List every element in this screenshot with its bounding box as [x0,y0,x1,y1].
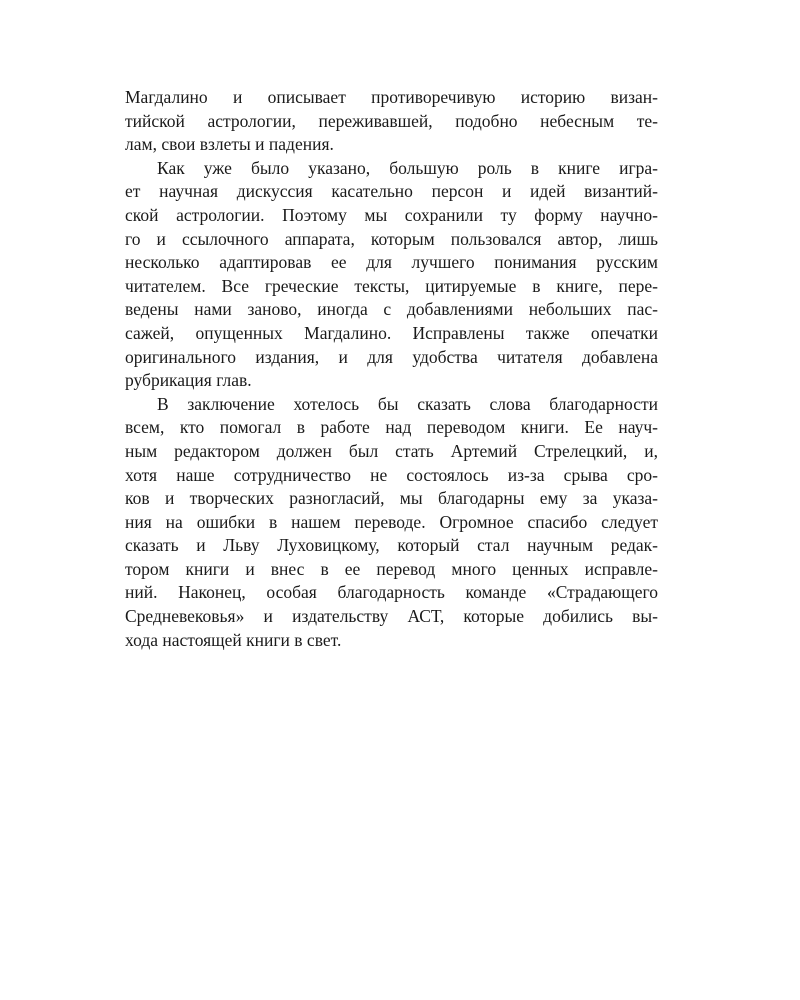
text-line: Магдалино и описывает противоречивую историю визан- [125,87,658,107]
text-line: го и ссылочного аппарата, которым пользовался автор, лишь [125,228,658,249]
text-line: всем, кто помогал в работе над переводом книги. Ее науч- [125,417,658,438]
paragraph-1 [125,86,658,157]
text-line: оригинального издания, и для удобства читателя добавлена [125,346,658,367]
page-text-block [125,86,658,652]
text-line: Как уже было указано, большую роль в книге игра- [157,157,658,178]
text-line: хода настоящей книги в свет. [125,629,342,650]
text-line: ния на ошибки в нашем переводе. Огромное спасибо следует [125,511,658,532]
text-line: тийской астрологии, переживавшей, подобно небесным те- [125,110,658,131]
text-line: читателем. Все греческие тексты, цитируемые в книге, пере- [125,275,658,296]
text-line: ков и творческих разногласий, мы благодарны ему за указа- [125,488,658,509]
text-line: ской астрологии. Поэтому мы сохранили ту форму научно- [125,204,658,225]
text-line: ний. Наконец, особая благодарность команде «Страдающего [125,582,658,603]
text-line: ет научная дискуссия касательно персон и идей византий- [125,181,658,202]
text-line: сказать и Льву Луховицкому, который стал научным редак- [125,535,658,556]
text-line: несколько адаптировав ее для лучшего понимания русским [125,252,658,273]
text-line: лам, свои взлеты и падения. [125,134,334,155]
text-line: ным редактором должен был стать Артемий Стрелецкий, и, [125,440,658,461]
text-line: сажей, опущенных Магдалино. Исправлены также опечатки [125,322,658,343]
text-line: В заключение хотелось бы сказать слова благодарности [157,393,658,414]
text-line: ведены нами заново, иногда с добавлениями небольших пас- [125,299,658,320]
text-line: хотя наше сотрудничество не состоялось из-за срыва сро- [125,464,658,485]
paragraph-2 [125,157,658,393]
text-line: Средневековья» и издательству АСТ, которые добились вы- [125,606,658,627]
text-line: рубрикация глав. [125,370,252,391]
text-line: тором книги и внес в ее перевод много ценных исправле- [125,558,658,579]
paragraph-3 [125,393,658,653]
